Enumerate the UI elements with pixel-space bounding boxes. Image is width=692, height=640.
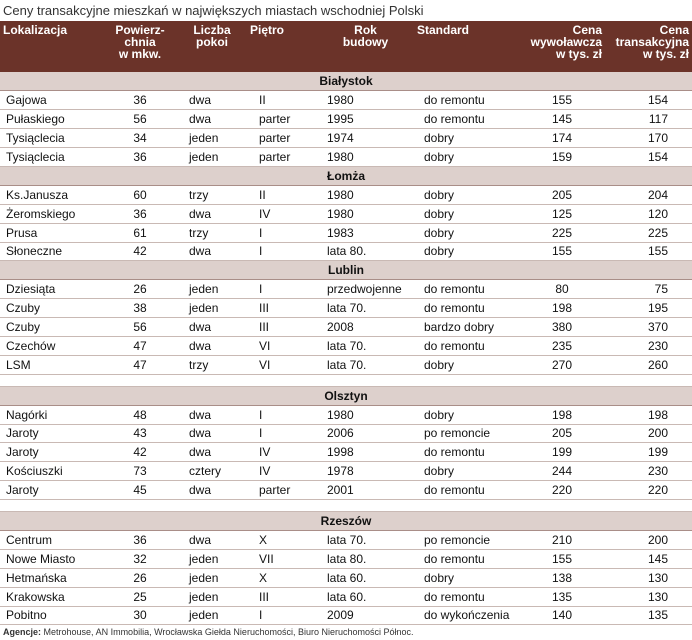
table-row	[0, 549, 692, 568]
cell-liczba-pokoi: jeden	[177, 129, 247, 148]
cell-cena-transakcyjna: 145	[605, 549, 692, 568]
cell-standard: do remontu	[414, 549, 519, 568]
cell-standard: do wykończenia	[414, 606, 519, 625]
table-row	[0, 606, 692, 625]
cell-liczba-pokoi: jeden	[177, 280, 247, 299]
cell-powierzchnia: 30	[103, 606, 177, 625]
cell-liczba-pokoi: jeden	[177, 549, 247, 568]
cell-rok-budowy: lata 60.	[317, 568, 414, 587]
cell-pietro: I	[247, 242, 317, 261]
table-row	[0, 280, 692, 299]
cell-rok-budowy: 1980	[317, 148, 414, 167]
cell-liczba-pokoi: jeden	[177, 299, 247, 318]
header-lokalizacja: Lokalizacja	[0, 21, 103, 72]
city-section-row	[0, 72, 692, 91]
cell-standard: dobry	[414, 129, 519, 148]
cell-lokalizacja: Dziesiąta	[0, 280, 103, 299]
cell-lokalizacja: Żeromskiego	[0, 204, 103, 223]
cell-cena-wywolawcza: 145	[519, 110, 605, 129]
cell-standard: dobry	[414, 462, 519, 481]
spacer-cell	[0, 374, 692, 386]
cell-rok-budowy: 2001	[317, 481, 414, 500]
cell-liczba-pokoi: dwa	[177, 242, 247, 261]
table-row	[0, 568, 692, 587]
cell-rok-budowy: 1974	[317, 129, 414, 148]
table-row	[0, 481, 692, 500]
cell-standard: dobry	[414, 405, 519, 424]
cell-rok-budowy: przedwojenne	[317, 280, 414, 299]
cell-cena-wywolawcza: 235	[519, 336, 605, 355]
cell-pietro: I	[247, 223, 317, 242]
cell-rok-budowy: lata 70.	[317, 299, 414, 318]
cell-cena-transakcyjna: 199	[605, 443, 692, 462]
cell-cena-transakcyjna: 230	[605, 336, 692, 355]
cell-lokalizacja: Czechów	[0, 336, 103, 355]
table-row	[0, 405, 692, 424]
footer-label: Agencje:	[3, 627, 42, 637]
cell-cena-wywolawcza: 220	[519, 481, 605, 500]
cell-cena-wywolawcza: 270	[519, 355, 605, 374]
cell-powierzchnia: 60	[103, 185, 177, 204]
cell-lokalizacja: Nowe Miasto	[0, 549, 103, 568]
cell-rok-budowy: 2009	[317, 606, 414, 625]
cell-pietro: I	[247, 280, 317, 299]
cell-lokalizacja: Krakowska	[0, 587, 103, 606]
cell-cena-wywolawcza: 199	[519, 443, 605, 462]
cell-liczba-pokoi: dwa	[177, 204, 247, 223]
header-pietro: Piętro	[247, 21, 317, 72]
cell-powierzchnia: 43	[103, 424, 177, 443]
cell-powierzchnia: 36	[103, 148, 177, 167]
header-standard: Standard	[414, 21, 519, 72]
cell-standard: po remoncie	[414, 530, 519, 549]
table-row	[0, 129, 692, 148]
cell-standard: dobry	[414, 148, 519, 167]
cell-liczba-pokoi: dwa	[177, 530, 247, 549]
cell-standard: do remontu	[414, 443, 519, 462]
cell-standard: do remontu	[414, 280, 519, 299]
cell-powierzchnia: 56	[103, 318, 177, 337]
cell-powierzchnia: 61	[103, 223, 177, 242]
cell-pietro: III	[247, 299, 317, 318]
city-name: Lublin	[0, 261, 692, 280]
cell-rok-budowy: 1998	[317, 443, 414, 462]
cell-cena-wywolawcza: 210	[519, 530, 605, 549]
cell-standard: dobry	[414, 223, 519, 242]
cell-lokalizacja: Gajowa	[0, 91, 103, 110]
cell-liczba-pokoi: jeden	[177, 606, 247, 625]
cell-powierzchnia: 36	[103, 91, 177, 110]
cell-cena-transakcyjna: 155	[605, 242, 692, 261]
cell-pietro: VI	[247, 336, 317, 355]
cell-cena-transakcyjna: 198	[605, 405, 692, 424]
cell-pietro: III	[247, 587, 317, 606]
cell-cena-wywolawcza: 125	[519, 204, 605, 223]
cell-cena-wywolawcza: 155	[519, 91, 605, 110]
cell-cena-wywolawcza: 205	[519, 424, 605, 443]
table-row	[0, 91, 692, 110]
cell-lokalizacja: Jaroty	[0, 481, 103, 500]
table-row	[0, 242, 692, 261]
cell-pietro: III	[247, 318, 317, 337]
spacer-row	[0, 500, 692, 512]
cell-pietro: parter	[247, 148, 317, 167]
cell-pietro: I	[247, 424, 317, 443]
cell-pietro: IV	[247, 462, 317, 481]
cell-pietro: II	[247, 91, 317, 110]
cell-rok-budowy: 1983	[317, 223, 414, 242]
header-rok-budowy: Rok budowy	[317, 21, 414, 72]
cell-cena-transakcyjna: 154	[605, 148, 692, 167]
cell-powierzchnia: 48	[103, 405, 177, 424]
table-row	[0, 110, 692, 129]
cell-powierzchnia: 47	[103, 355, 177, 374]
cell-powierzchnia: 42	[103, 242, 177, 261]
table-row	[0, 424, 692, 443]
cell-pietro: II	[247, 185, 317, 204]
cell-cena-wywolawcza: 198	[519, 405, 605, 424]
cell-rok-budowy: 2006	[317, 424, 414, 443]
cell-powierzchnia: 45	[103, 481, 177, 500]
header-powierzchnia: Powierz- chnia w mkw.	[103, 21, 177, 72]
cell-standard: dobry	[414, 242, 519, 261]
cell-rok-budowy: lata 80.	[317, 242, 414, 261]
header-cena-transakcyjna: Cena transakcyjna w tys. zł	[605, 21, 692, 72]
cell-pietro: VI	[247, 355, 317, 374]
cell-liczba-pokoi: dwa	[177, 91, 247, 110]
cell-powierzchnia: 26	[103, 568, 177, 587]
cell-liczba-pokoi: dwa	[177, 318, 247, 337]
cell-lokalizacja: Pułaskiego	[0, 110, 103, 129]
cell-pietro: parter	[247, 129, 317, 148]
cell-cena-transakcyjna: 195	[605, 299, 692, 318]
cell-cena-transakcyjna: 135	[605, 606, 692, 625]
cell-lokalizacja: Ks.Janusza	[0, 185, 103, 204]
cell-cena-wywolawcza: 155	[519, 549, 605, 568]
cell-standard: do remontu	[414, 481, 519, 500]
table-row	[0, 148, 692, 167]
cell-lokalizacja: Prusa	[0, 223, 103, 242]
city-name: Rzeszów	[0, 512, 692, 531]
cell-standard: do remontu	[414, 336, 519, 355]
table-body	[0, 72, 692, 625]
cell-cena-transakcyjna: 200	[605, 424, 692, 443]
cell-pietro: X	[247, 568, 317, 587]
table-row	[0, 443, 692, 462]
cell-lokalizacja: Jaroty	[0, 424, 103, 443]
cell-standard: bardzo dobry	[414, 318, 519, 337]
prices-table	[0, 21, 692, 625]
header-liczba-pokoi: Liczba pokoi	[177, 21, 247, 72]
cell-pietro: I	[247, 606, 317, 625]
cell-lokalizacja: Jaroty	[0, 443, 103, 462]
city-name: Białystok	[0, 72, 692, 91]
cell-cena-transakcyjna: 130	[605, 587, 692, 606]
footer-text: Metrohouse, AN Immobilia, Wrocławska Giełda Nieruchomości, Biuro Nieruchomości Północ.	[43, 627, 414, 637]
cell-cena-transakcyjna: 130	[605, 568, 692, 587]
cell-rok-budowy: 1980	[317, 405, 414, 424]
table-row	[0, 299, 692, 318]
table-row	[0, 530, 692, 549]
cell-lokalizacja: LSM	[0, 355, 103, 374]
cell-powierzchnia: 36	[103, 530, 177, 549]
cell-liczba-pokoi: trzy	[177, 223, 247, 242]
cell-cena-wywolawcza: 138	[519, 568, 605, 587]
cell-rok-budowy: 2008	[317, 318, 414, 337]
cell-lokalizacja: Nagórki	[0, 405, 103, 424]
cell-liczba-pokoi: dwa	[177, 481, 247, 500]
cell-cena-wywolawcza: 80	[519, 280, 605, 299]
cell-liczba-pokoi: trzy	[177, 185, 247, 204]
cell-pietro: X	[247, 530, 317, 549]
table-row	[0, 336, 692, 355]
cell-powierzchnia: 34	[103, 129, 177, 148]
cell-cena-transakcyjna: 75	[605, 280, 692, 299]
cell-cena-transakcyjna: 204	[605, 185, 692, 204]
cell-rok-budowy: 1980	[317, 204, 414, 223]
header-cena-wywolawcza: Cena wywoławcza w tys. zł	[519, 21, 605, 72]
cell-lokalizacja: Czuby	[0, 318, 103, 337]
cell-rok-budowy: 1980	[317, 185, 414, 204]
spacer-cell	[0, 500, 692, 512]
cell-liczba-pokoi: dwa	[177, 443, 247, 462]
city-section-row	[0, 166, 692, 185]
cell-liczba-pokoi: dwa	[177, 336, 247, 355]
cell-lokalizacja: Tysiąclecia	[0, 129, 103, 148]
cell-liczba-pokoi: jeden	[177, 148, 247, 167]
cell-powierzchnia: 38	[103, 299, 177, 318]
cell-cena-wywolawcza: 225	[519, 223, 605, 242]
cell-rok-budowy: lata 70.	[317, 355, 414, 374]
cell-liczba-pokoi: trzy	[177, 355, 247, 374]
city-section-row	[0, 261, 692, 280]
cell-powierzchnia: 36	[103, 204, 177, 223]
table-row	[0, 204, 692, 223]
table-title: Ceny transakcyjne mieszkań w największych miastach wschodniej Polski	[3, 3, 424, 18]
spacer-row	[0, 374, 692, 386]
cell-cena-wywolawcza: 140	[519, 606, 605, 625]
cell-powierzchnia: 73	[103, 462, 177, 481]
cell-lokalizacja: Czuby	[0, 299, 103, 318]
cell-lokalizacja: Pobitno	[0, 606, 103, 625]
cell-pietro: IV	[247, 443, 317, 462]
cell-pietro: IV	[247, 204, 317, 223]
city-name: Łomża	[0, 166, 692, 185]
cell-pietro: parter	[247, 481, 317, 500]
cell-standard: po remoncie	[414, 424, 519, 443]
cell-pietro: I	[247, 405, 317, 424]
cell-rok-budowy: 1978	[317, 462, 414, 481]
cell-liczba-pokoi: cztery	[177, 462, 247, 481]
cell-powierzchnia: 47	[103, 336, 177, 355]
city-section-row	[0, 386, 692, 405]
cell-powierzchnia: 56	[103, 110, 177, 129]
cell-rok-budowy: 1995	[317, 110, 414, 129]
table-row	[0, 355, 692, 374]
cell-powierzchnia: 42	[103, 443, 177, 462]
cell-cena-transakcyjna: 154	[605, 91, 692, 110]
cell-standard: do remontu	[414, 299, 519, 318]
cell-cena-transakcyjna: 370	[605, 318, 692, 337]
cell-cena-wywolawcza: 244	[519, 462, 605, 481]
cell-cena-transakcyjna: 117	[605, 110, 692, 129]
city-name: Olsztyn	[0, 386, 692, 405]
cell-cena-wywolawcza: 198	[519, 299, 605, 318]
cell-cena-wywolawcza: 159	[519, 148, 605, 167]
cell-pietro: VII	[247, 549, 317, 568]
table-header	[0, 21, 692, 72]
city-section-row	[0, 512, 692, 531]
cell-cena-transakcyjna: 120	[605, 204, 692, 223]
cell-cena-wywolawcza: 174	[519, 129, 605, 148]
table-row	[0, 185, 692, 204]
cell-standard: dobry	[414, 355, 519, 374]
cell-rok-budowy: 1980	[317, 91, 414, 110]
cell-cena-wywolawcza: 205	[519, 185, 605, 204]
cell-cena-wywolawcza: 155	[519, 242, 605, 261]
cell-cena-transakcyjna: 200	[605, 530, 692, 549]
cell-cena-transakcyjna: 225	[605, 223, 692, 242]
cell-cena-transakcyjna: 230	[605, 462, 692, 481]
cell-lokalizacja: Kościuszki	[0, 462, 103, 481]
cell-lokalizacja: Centrum	[0, 530, 103, 549]
cell-liczba-pokoi: dwa	[177, 405, 247, 424]
cell-standard: do remontu	[414, 587, 519, 606]
cell-rok-budowy: lata 60.	[317, 587, 414, 606]
cell-standard: dobry	[414, 185, 519, 204]
cell-rok-budowy: lata 70.	[317, 530, 414, 549]
sources-footer	[3, 627, 414, 637]
cell-rok-budowy: lata 80.	[317, 549, 414, 568]
table-row	[0, 318, 692, 337]
cell-powierzchnia: 32	[103, 549, 177, 568]
table-row	[0, 223, 692, 242]
cell-standard: do remontu	[414, 91, 519, 110]
cell-liczba-pokoi: jeden	[177, 568, 247, 587]
cell-rok-budowy: lata 70.	[317, 336, 414, 355]
cell-standard: do remontu	[414, 110, 519, 129]
cell-lokalizacja: Słoneczne	[0, 242, 103, 261]
cell-cena-wywolawcza: 135	[519, 587, 605, 606]
cell-standard: dobry	[414, 204, 519, 223]
cell-pietro: parter	[247, 110, 317, 129]
cell-lokalizacja: Hetmańska	[0, 568, 103, 587]
cell-cena-transakcyjna: 220	[605, 481, 692, 500]
cell-liczba-pokoi: dwa	[177, 110, 247, 129]
cell-powierzchnia: 25	[103, 587, 177, 606]
table-row	[0, 462, 692, 481]
cell-liczba-pokoi: jeden	[177, 587, 247, 606]
cell-cena-wywolawcza: 380	[519, 318, 605, 337]
cell-liczba-pokoi: dwa	[177, 424, 247, 443]
cell-cena-transakcyjna: 170	[605, 129, 692, 148]
cell-lokalizacja: Tysiąclecia	[0, 148, 103, 167]
table-row	[0, 587, 692, 606]
cell-powierzchnia: 26	[103, 280, 177, 299]
cell-cena-transakcyjna: 260	[605, 355, 692, 374]
cell-standard: dobry	[414, 568, 519, 587]
